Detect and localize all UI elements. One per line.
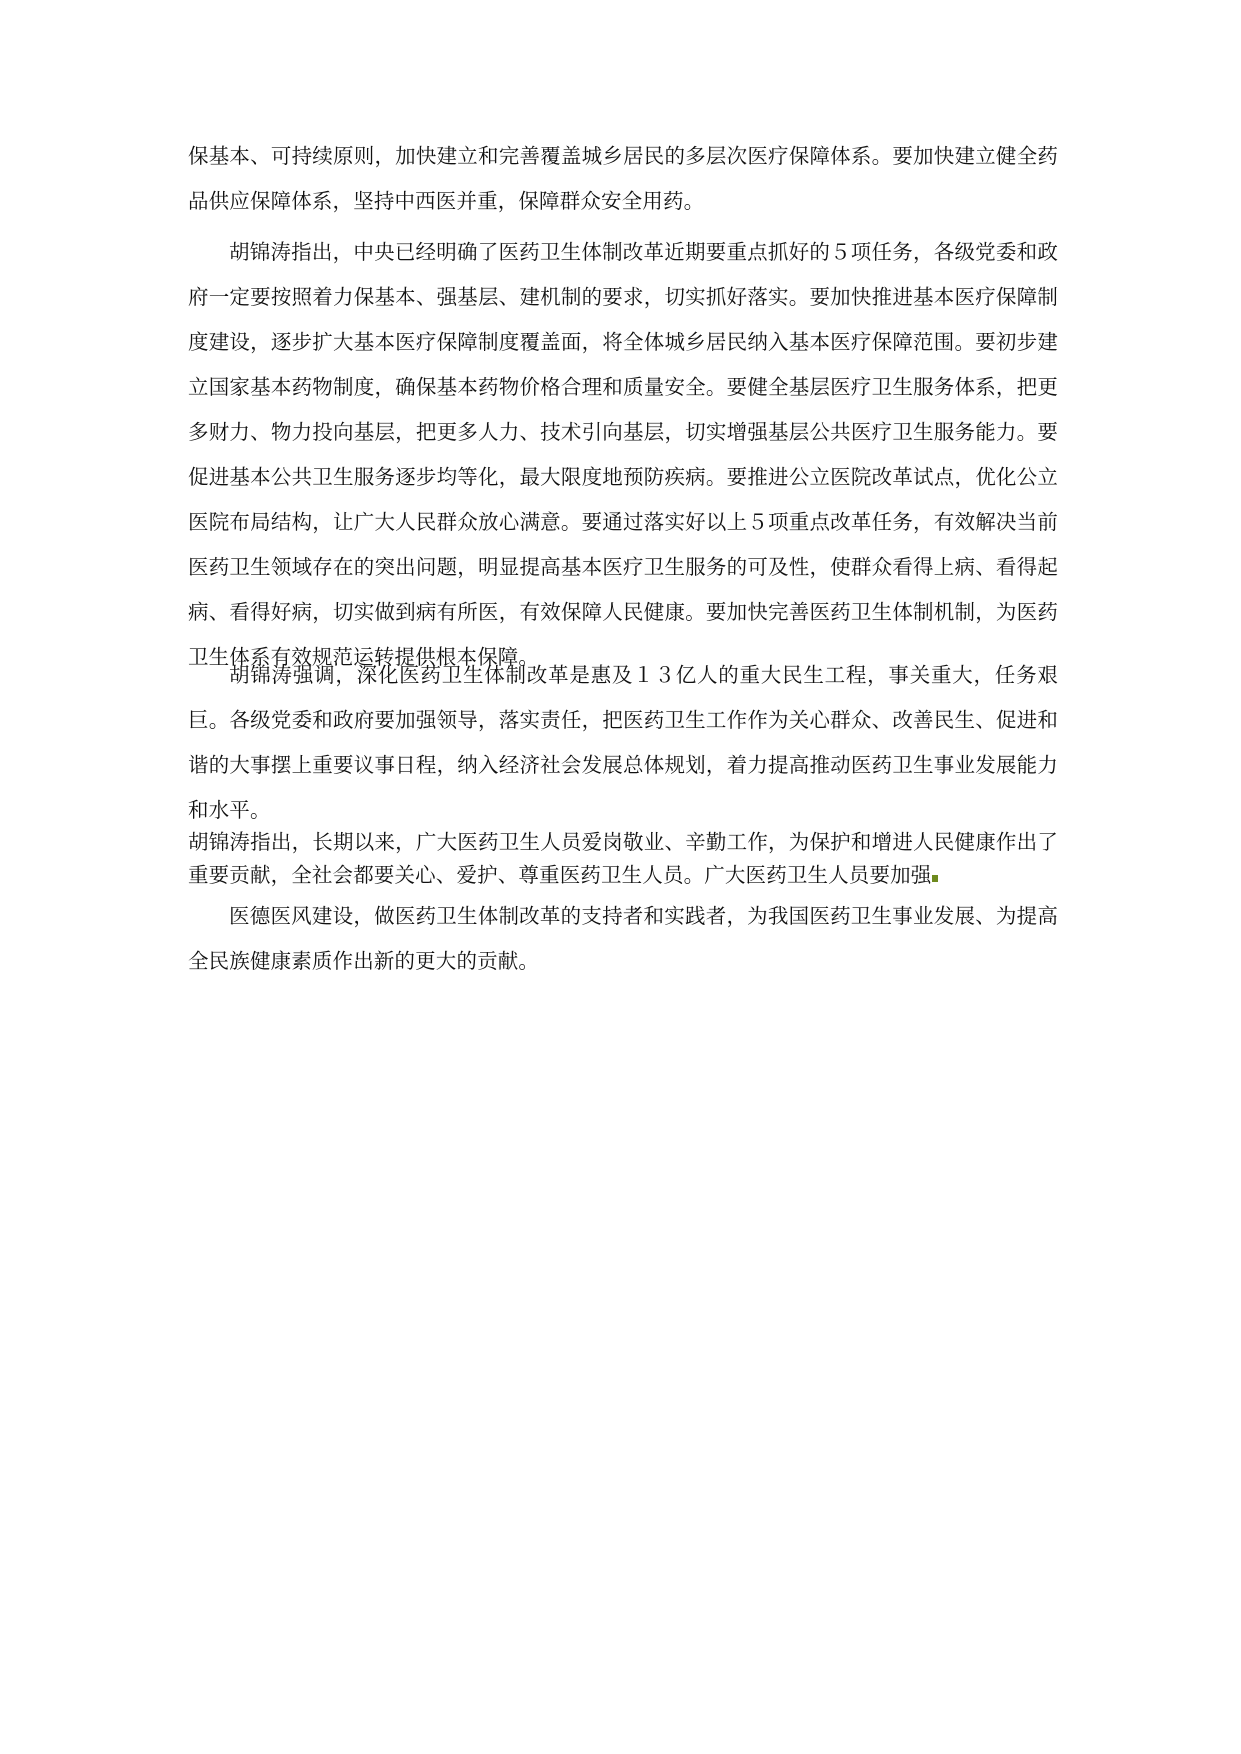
paragraph-3: 胡锦涛强调，深化医药卫生体制改革是惠及１３亿人的重大民生工程，事关重大，任务艰巨。各级党委和政府要加强领导，落实责任，把医药卫生工作作为关心群众、改善民生、促进和谐的大事摆上重要议事日程，纳入经济社会发展总体规划，着力提高推动医药卫生事业发展能力和水平。 <box>188 663 1058 822</box>
paragraph-1: 保基本、可持续原则，加快建立和完善覆盖城乡居民的多层次医疗保障体系。要加快建立健全药品供应保障体系，坚持中西医并重，保障群众安全用药。 <box>188 144 1058 213</box>
paragraph-2-block <box>188 230 1058 680</box>
paragraph-end-marker <box>932 875 938 882</box>
paragraph-3-block <box>188 653 1058 833</box>
paragraph-1-block <box>188 134 1058 224</box>
paragraph-4: 胡锦涛指出，长期以来，广大医药卫生人员爱岗敬业、辛勤工作，为保护和增进人民健康作出了重要贡献，全社会都要关心、爱护、尊重医药卫生人员。广大医药卫生人员要加强 <box>188 830 1058 887</box>
paragraph-2: 胡锦涛指出，中央已经明确了医药卫生体制改革近期要重点抓好的５项任务，各级党委和政府一定要按照着力保基本、强基层、建机制的要求，切实抓好落实。要加快推进基本医疗保障制度建设，逐步扩大基本医疗保障制度覆盖面，将全体城乡居民纳入基本医疗保障范围。要初步建立国家基本药物制度，确保基本药物价格合理和质量安全。要健全基层医疗卫生服务体系，把更多财力、物力投向基层，把更多人力、技术引向基层，切实增强基层公共医疗卫生服务能力。要促进基本公共卫生服务逐步均等化，最大限度地预防疾病。要推进公立医院改革试点，优化公立医院布局结构，让广大人民群众放心满意。要通过落实好以上５项重点改革任务，有效解决当前医药卫生领域存在的突出问题，明显提高基本医疗卫生服务的可及性，使群众看得上病、看得起病、看得好病，切实做到病有所医，有效保障人民健康。要加快完善医药卫生体制机制，为医药卫生体系有效规范运转提供根本保障。 <box>188 240 1058 669</box>
paragraph-4-block <box>188 826 1058 892</box>
paragraph-5-block <box>188 894 1058 984</box>
paragraph-5: 医德医风建设，做医药卫生体制改革的支持者和实践者，为我国医药卫生事业发展、为提高全民族健康素质作出新的更大的贡献。 <box>188 904 1058 973</box>
